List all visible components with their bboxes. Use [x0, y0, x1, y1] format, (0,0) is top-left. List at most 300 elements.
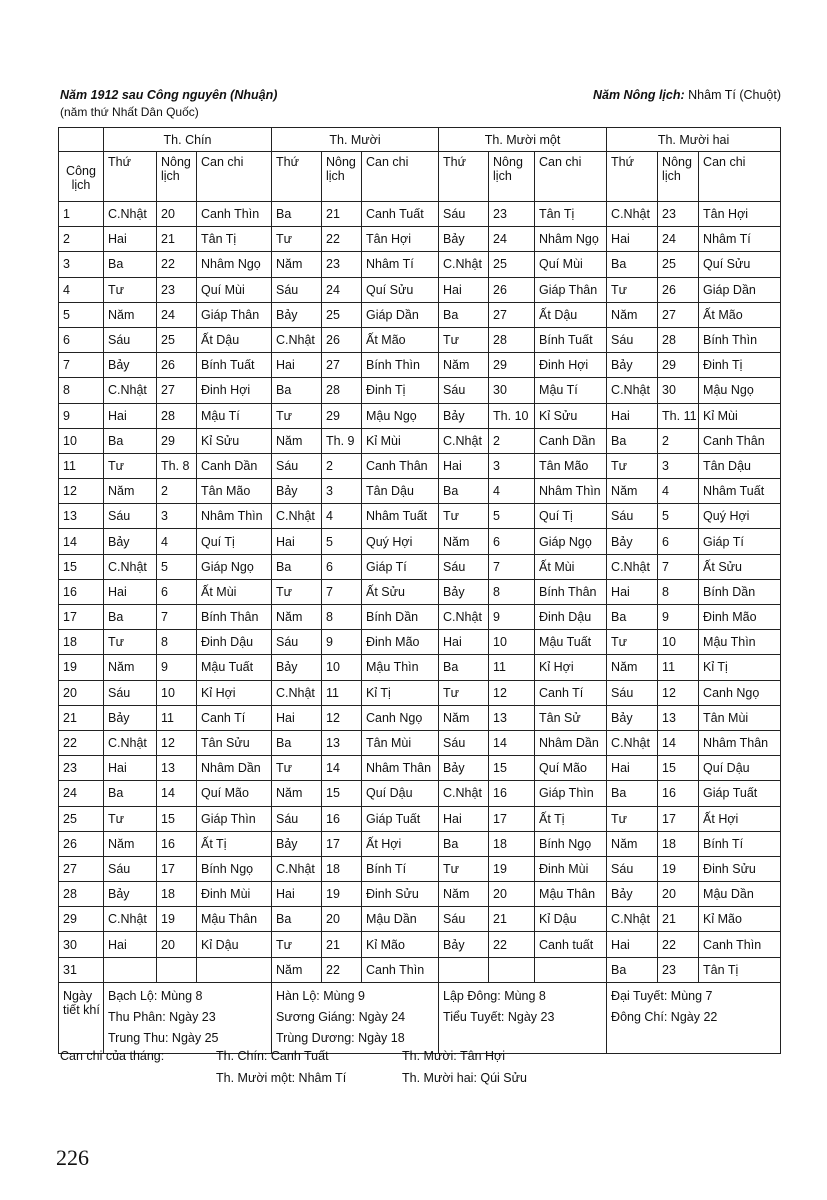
weekday-cell: Ba — [607, 252, 658, 277]
weekday-cell: Hai — [104, 227, 157, 252]
table-row — [59, 202, 781, 227]
lunar-day-cell: 29 — [322, 403, 362, 428]
weekday-cell: Năm — [104, 655, 157, 680]
canchi-cell: Kỉ Tị — [699, 655, 781, 680]
lunar-day-cell: 9 — [658, 605, 699, 630]
canchi-cell: Giáp Thìn — [197, 806, 272, 831]
lunar-day-cell: 20 — [157, 202, 197, 227]
lunar-day-cell: 16 — [157, 831, 197, 856]
weekday-cell: Sáu — [439, 202, 489, 227]
lunar-day-cell: 19 — [658, 856, 699, 881]
table-row — [59, 327, 781, 352]
lunar-day-cell: 8 — [322, 605, 362, 630]
lunar-day-cell: 30 — [658, 378, 699, 403]
lunar-day-cell: 15 — [157, 806, 197, 831]
weekday-cell: Năm — [104, 302, 157, 327]
canchi-cell: Đinh Hợi — [535, 353, 607, 378]
weekday-cell: Ba — [607, 781, 658, 806]
table-row — [59, 277, 781, 302]
table-row — [59, 907, 781, 932]
gregorian-day: 7 — [59, 353, 104, 378]
canchi-cell: Bính Thìn — [699, 327, 781, 352]
weekday-cell: Bảy — [272, 302, 322, 327]
lunar-day-cell: 2 — [489, 428, 535, 453]
tietkhi-cell — [104, 982, 272, 1053]
lunar-day-cell: 9 — [157, 655, 197, 680]
lunar-day-cell: 5 — [489, 504, 535, 529]
lunar-day-cell: Th. 11 — [658, 403, 699, 428]
weekday-cell: Bảy — [439, 227, 489, 252]
weekday-cell: Ba — [607, 428, 658, 453]
canchi-cell: Giáp Ngọ — [535, 529, 607, 554]
canchi-cell: Mậu Thân — [535, 882, 607, 907]
canchi-cell: Đinh Mão — [362, 630, 439, 655]
canchi-cell: Canh Thân — [362, 453, 439, 478]
lunar-day-cell: 21 — [658, 907, 699, 932]
weekday-cell: C.Nhật — [104, 378, 157, 403]
gregorian-day: 6 — [59, 327, 104, 352]
weekday-cell: Bảy — [439, 932, 489, 957]
canchi-cell: Kỉ Hợi — [197, 680, 272, 705]
lunar-day-cell: 14 — [322, 756, 362, 781]
weekday-cell: Hai — [439, 630, 489, 655]
canchi-cell: Mậu Ngọ — [362, 403, 439, 428]
lunar-day-cell: 11 — [658, 655, 699, 680]
lunar-day-cell: 13 — [489, 705, 535, 730]
weekday-cell: Ba — [272, 202, 322, 227]
weekday-cell: Tư — [439, 504, 489, 529]
tietkhi-row — [59, 982, 781, 1053]
canchi-cell: Tân Hợi — [699, 202, 781, 227]
col-header-gregorian: Công lịch — [59, 152, 104, 202]
weekday-cell: Tư — [272, 403, 322, 428]
lunar-day-cell: 27 — [322, 353, 362, 378]
footer-month-10: Th. Mười: Tân Hợi — [402, 1049, 506, 1063]
gregorian-day: 5 — [59, 302, 104, 327]
canchi-cell: Nhâm Tuất — [362, 504, 439, 529]
canchi-cell: Quý Hợi — [699, 504, 781, 529]
gregorian-day: 1 — [59, 202, 104, 227]
canchi-cell: Giáp Thìn — [535, 781, 607, 806]
weekday-cell: Tư — [607, 630, 658, 655]
weekday-cell: Năm — [272, 428, 322, 453]
gregorian-day: 12 — [59, 479, 104, 504]
canchi-cell: Canh Thìn — [362, 957, 439, 982]
canchi-cell: Quí Tị — [197, 529, 272, 554]
lunar-day-cell: 20 — [489, 882, 535, 907]
gregorian-day: 20 — [59, 680, 104, 705]
canchi-cell: Mậu Thân — [197, 907, 272, 932]
weekday-cell: C.Nhật — [439, 428, 489, 453]
weekday-cell: Tư — [104, 630, 157, 655]
lunar-day-cell: 24 — [658, 227, 699, 252]
weekday-cell: C.Nhật — [607, 378, 658, 403]
weekday-cell: C.Nhật — [607, 730, 658, 755]
canchi-cell: Tân Sử — [535, 705, 607, 730]
canchi-cell: Canh Tuất — [362, 202, 439, 227]
weekday-cell — [104, 957, 157, 982]
weekday-cell: Năm — [607, 831, 658, 856]
weekday-cell: C.Nhật — [272, 327, 322, 352]
tietkhi-entry: Lập Đông: Mùng 8 — [443, 988, 546, 1003]
canchi-cell: Giáp Tí — [362, 554, 439, 579]
footer-month-11: Th. Mười một: Nhâm Tí — [216, 1071, 347, 1085]
lunar-day-cell: 26 — [157, 353, 197, 378]
calendar-table — [58, 127, 781, 1054]
lunar-day-cell: 8 — [157, 630, 197, 655]
canchi-cell: Canh Tí — [535, 680, 607, 705]
canchi-cell: Nhâm Tí — [699, 227, 781, 252]
canchi-cell: Nhâm Tí — [362, 252, 439, 277]
canchi-cell: Ất Tị — [535, 806, 607, 831]
tietkhi-entry: Đại Tuyết: Mùng 7 — [611, 988, 713, 1003]
lunar-day-cell — [489, 957, 535, 982]
weekday-cell: Hai — [104, 932, 157, 957]
weekday-cell: Hai — [104, 756, 157, 781]
weekday-cell: Sáu — [104, 680, 157, 705]
canchi-cell: Bính Tuất — [197, 353, 272, 378]
corner-cell — [59, 128, 104, 152]
weekday-cell: Năm — [272, 605, 322, 630]
canchi-cell: Kỉ Hợi — [535, 655, 607, 680]
col-header-lunar: Nông lịch — [157, 152, 197, 202]
weekday-cell: Năm — [439, 529, 489, 554]
canchi-cell: Đinh Sửu — [362, 882, 439, 907]
weekday-cell: Ba — [607, 957, 658, 982]
weekday-cell: Sáu — [104, 504, 157, 529]
gregorian-day: 21 — [59, 705, 104, 730]
calendar-body — [59, 128, 781, 1054]
lunar-day-cell: 8 — [658, 579, 699, 604]
canchi-cell: Canh tuất — [535, 932, 607, 957]
canchi-cell: Giáp Thân — [535, 277, 607, 302]
lunar-day-cell: Th. 8 — [157, 453, 197, 478]
table-row — [59, 579, 781, 604]
weekday-cell: Bảy — [607, 529, 658, 554]
lunar-day-cell: 2 — [322, 453, 362, 478]
canchi-cell — [535, 957, 607, 982]
weekday-cell: Ba — [439, 302, 489, 327]
weekday-cell: Tư — [272, 756, 322, 781]
canchi-cell — [197, 957, 272, 982]
col-header-lunar: Nông lịch — [658, 152, 699, 202]
weekday-cell: Tư — [439, 856, 489, 881]
canchi-cell: Đinh Mùi — [535, 856, 607, 881]
weekday-cell: Năm — [439, 882, 489, 907]
lunar-day-cell: 23 — [489, 202, 535, 227]
lunar-day-cell: 12 — [157, 730, 197, 755]
tietkhi-cell — [607, 982, 781, 1053]
lunar-day-cell: 18 — [157, 882, 197, 907]
weekday-cell: Bảy — [439, 579, 489, 604]
table-row — [59, 957, 781, 982]
weekday-cell: Hai — [272, 882, 322, 907]
canchi-cell: Canh Dần — [535, 428, 607, 453]
weekday-cell: Năm — [607, 655, 658, 680]
gregorian-day: 9 — [59, 403, 104, 428]
lunar-day-cell: 19 — [157, 907, 197, 932]
canchi-cell: Quí Mùi — [197, 277, 272, 302]
table-row — [59, 504, 781, 529]
weekday-cell: Ba — [272, 554, 322, 579]
gregorian-day: 15 — [59, 554, 104, 579]
lunar-day-cell: 29 — [157, 428, 197, 453]
lunar-day-cell: 3 — [157, 504, 197, 529]
gregorian-day: 4 — [59, 277, 104, 302]
lunar-day-cell: 6 — [157, 579, 197, 604]
lunar-day-cell: 25 — [489, 252, 535, 277]
lunar-day-cell: 30 — [489, 378, 535, 403]
canchi-cell: Giáp Tuất — [699, 781, 781, 806]
col-header-weekday: Thứ — [439, 152, 489, 202]
table-row — [59, 353, 781, 378]
col-header-canchi: Can chi — [535, 152, 607, 202]
lunar-day-cell: 13 — [157, 756, 197, 781]
canchi-cell: Giáp Ngọ — [197, 554, 272, 579]
header-left — [60, 88, 277, 119]
canchi-cell: Bính Tí — [699, 831, 781, 856]
weekday-cell: Sáu — [439, 554, 489, 579]
gregorian-day: 2 — [59, 227, 104, 252]
tietkhi-cell — [272, 982, 439, 1053]
canchi-cell: Ất Mão — [699, 302, 781, 327]
table-row — [59, 378, 781, 403]
lunar-day-cell: 3 — [322, 479, 362, 504]
weekday-cell: Ba — [104, 252, 157, 277]
lunar-day-cell: 2 — [658, 428, 699, 453]
weekday-cell: Hai — [439, 806, 489, 831]
canchi-cell: Canh Ngọ — [362, 705, 439, 730]
tietkhi-entry: Đông Chí: Ngày 22 — [611, 1009, 718, 1024]
canchi-cell: Quí Tị — [535, 504, 607, 529]
header-right — [593, 88, 781, 102]
canchi-cell: Bính Ngọ — [535, 831, 607, 856]
table-row — [59, 554, 781, 579]
canchi-cell: Quí Dậu — [699, 756, 781, 781]
lunar-day-cell: 16 — [322, 806, 362, 831]
canchi-cell: Ất Sửu — [362, 579, 439, 604]
weekday-cell: Sáu — [104, 856, 157, 881]
col-header-weekday: Thứ — [272, 152, 322, 202]
weekday-cell: Năm — [104, 479, 157, 504]
year-subtitle: (năm thứ Nhất Dân Quốc) — [60, 105, 199, 119]
lunar-year-label: Năm Nông lịch: — [592, 88, 685, 102]
col-header-weekday: Thứ — [607, 152, 658, 202]
footer-label: Can chi của tháng: — [60, 1049, 165, 1063]
lunar-day-cell: 6 — [322, 554, 362, 579]
canchi-cell: Đinh Dậu — [535, 605, 607, 630]
canchi-cell: Quí Mão — [535, 756, 607, 781]
weekday-cell: Sáu — [439, 907, 489, 932]
canchi-cell: Ất Tị — [197, 831, 272, 856]
gregorian-day: 23 — [59, 756, 104, 781]
canchi-cell: Ất Mùi — [535, 554, 607, 579]
canchi-cell: Ất Dậu — [535, 302, 607, 327]
weekday-cell: Ba — [104, 605, 157, 630]
canchi-cell: Quí Mùi — [535, 252, 607, 277]
weekday-cell: Bảy — [272, 479, 322, 504]
month-header-row — [59, 128, 781, 152]
col-header-canchi: Can chi — [362, 152, 439, 202]
canchi-cell: Ất Sửu — [699, 554, 781, 579]
year-title: Năm 1912 sau Công nguyên (Nhuận) — [60, 88, 278, 102]
canchi-cell: Nhâm Thân — [699, 730, 781, 755]
table-row — [59, 227, 781, 252]
lunar-day-cell: 21 — [322, 932, 362, 957]
table-row — [59, 428, 781, 453]
lunar-day-cell: 22 — [322, 957, 362, 982]
lunar-day-cell: 26 — [658, 277, 699, 302]
canchi-cell: Canh Tí — [197, 705, 272, 730]
col-header-canchi: Can chi — [699, 152, 781, 202]
weekday-cell: Ba — [104, 781, 157, 806]
canchi-cell: Ất Mùi — [197, 579, 272, 604]
canchi-cell: Mậu Thìn — [362, 655, 439, 680]
lunar-day-cell: 5 — [157, 554, 197, 579]
month-canchi-footer — [60, 1045, 780, 1089]
lunar-day-cell: 18 — [658, 831, 699, 856]
lunar-day-cell: 9 — [322, 630, 362, 655]
weekday-cell: Hai — [272, 529, 322, 554]
lunar-day-cell: 13 — [322, 730, 362, 755]
weekday-cell: Tư — [104, 453, 157, 478]
lunar-day-cell: Th. 10 — [489, 403, 535, 428]
lunar-day-cell: 11 — [489, 655, 535, 680]
lunar-day-cell: 17 — [658, 806, 699, 831]
lunar-day-cell: 16 — [658, 781, 699, 806]
lunar-day-cell: 11 — [322, 680, 362, 705]
lunar-day-cell: 19 — [322, 882, 362, 907]
lunar-day-cell: 4 — [322, 504, 362, 529]
weekday-cell: Tư — [104, 806, 157, 831]
canchi-cell: Tân Hợi — [362, 227, 439, 252]
canchi-cell: Kỉ Mão — [699, 907, 781, 932]
tietkhi-entry: Hàn Lộ: Mùng 9 — [276, 988, 365, 1003]
col-header-canchi: Can chi — [197, 152, 272, 202]
col-header-lunar: Nông lịch — [489, 152, 535, 202]
canchi-cell: Đinh Dậu — [197, 630, 272, 655]
table-row — [59, 932, 781, 957]
lunar-year-value: Nhâm Tí (Chuột) — [688, 88, 781, 102]
lunar-day-cell: 6 — [658, 529, 699, 554]
canchi-cell: Nhâm Thìn — [535, 479, 607, 504]
lunar-day-cell: 5 — [322, 529, 362, 554]
lunar-day-cell: 25 — [322, 302, 362, 327]
canchi-cell: Ất Hợi — [362, 831, 439, 856]
canchi-cell: Kỉ Mùi — [699, 403, 781, 428]
lunar-day-cell: 23 — [658, 202, 699, 227]
lunar-day-cell: 22 — [322, 227, 362, 252]
canchi-cell: Tân Mão — [535, 453, 607, 478]
weekday-cell: C.Nhật — [439, 605, 489, 630]
canchi-cell: Ất Dậu — [197, 327, 272, 352]
lunar-day-cell: 15 — [489, 756, 535, 781]
canchi-cell: Tân Sửu — [197, 730, 272, 755]
lunar-day-cell: 10 — [489, 630, 535, 655]
gregorian-day: 10 — [59, 428, 104, 453]
weekday-cell: Năm — [607, 479, 658, 504]
table-row — [59, 630, 781, 655]
table-row — [59, 302, 781, 327]
canchi-cell: Kỉ Mão — [362, 932, 439, 957]
lunar-day-cell: 10 — [157, 680, 197, 705]
weekday-cell: Tư — [272, 227, 322, 252]
weekday-cell: Hai — [104, 579, 157, 604]
lunar-day-cell: 23 — [157, 277, 197, 302]
canchi-cell: Nhâm Thân — [362, 756, 439, 781]
lunar-day-cell: 28 — [489, 327, 535, 352]
weekday-cell: Hai — [272, 705, 322, 730]
footer-month-9: Th. Chín: Canh Tuất — [216, 1049, 329, 1063]
gregorian-day: 30 — [59, 932, 104, 957]
canchi-cell: Kỉ Sửu — [197, 428, 272, 453]
lunar-day-cell: Th. 9 — [322, 428, 362, 453]
canchi-cell: Quí Sửu — [699, 252, 781, 277]
lunar-day-cell: 3 — [658, 453, 699, 478]
canchi-cell: Kỉ Mùi — [362, 428, 439, 453]
tietkhi-entry: Trung Thu: Ngày 25 — [108, 1030, 219, 1045]
lunar-day-cell: 25 — [658, 252, 699, 277]
lunar-day-cell: 21 — [157, 227, 197, 252]
canchi-cell: Tân Tị — [699, 957, 781, 982]
canchi-cell: Đinh Tị — [699, 353, 781, 378]
lunar-day-cell: 20 — [322, 907, 362, 932]
weekday-cell: Tư — [272, 579, 322, 604]
table-row — [59, 252, 781, 277]
lunar-day-cell: 26 — [489, 277, 535, 302]
table-row — [59, 453, 781, 478]
gregorian-day: 28 — [59, 882, 104, 907]
month-header: Th. Mười — [272, 128, 439, 152]
weekday-cell: Sáu — [272, 630, 322, 655]
lunar-day-cell: 26 — [322, 327, 362, 352]
weekday-cell: Bảy — [104, 705, 157, 730]
canchi-cell: Canh Thìn — [197, 202, 272, 227]
canchi-cell: Canh Dần — [197, 453, 272, 478]
lunar-day-cell: 8 — [489, 579, 535, 604]
weekday-cell: Hai — [104, 403, 157, 428]
table-row — [59, 705, 781, 730]
month-header: Th. Mười hai — [607, 128, 781, 152]
weekday-cell: Sáu — [607, 856, 658, 881]
weekday-cell: Sáu — [439, 730, 489, 755]
weekday-cell: Bảy — [104, 882, 157, 907]
table-row — [59, 680, 781, 705]
canchi-cell: Nhâm Dần — [197, 756, 272, 781]
canchi-cell: Quí Sửu — [362, 277, 439, 302]
canchi-cell: Ất Hợi — [699, 806, 781, 831]
lunar-day-cell: 9 — [489, 605, 535, 630]
canchi-cell: Mậu Tuất — [197, 655, 272, 680]
table-row — [59, 605, 781, 630]
tietkhi-entry: Thu Phân: Ngày 23 — [108, 1009, 216, 1024]
table-row — [59, 856, 781, 881]
footer-month-12: Th. Mười hai: Qúi Sửu — [402, 1071, 527, 1085]
canchi-cell: Bính Tí — [362, 856, 439, 881]
gregorian-day: 8 — [59, 378, 104, 403]
table-row — [59, 730, 781, 755]
gregorian-day: 31 — [59, 957, 104, 982]
canchi-cell: Giáp Tuất — [362, 806, 439, 831]
lunar-day-cell: 10 — [322, 655, 362, 680]
lunar-day-cell: 15 — [658, 756, 699, 781]
lunar-day-cell: 20 — [658, 882, 699, 907]
lunar-day-cell: 14 — [489, 730, 535, 755]
lunar-day-cell: 12 — [489, 680, 535, 705]
canchi-cell: Nhâm Thìn — [197, 504, 272, 529]
lunar-day-cell: 28 — [658, 327, 699, 352]
weekday-cell: Bảy — [272, 831, 322, 856]
